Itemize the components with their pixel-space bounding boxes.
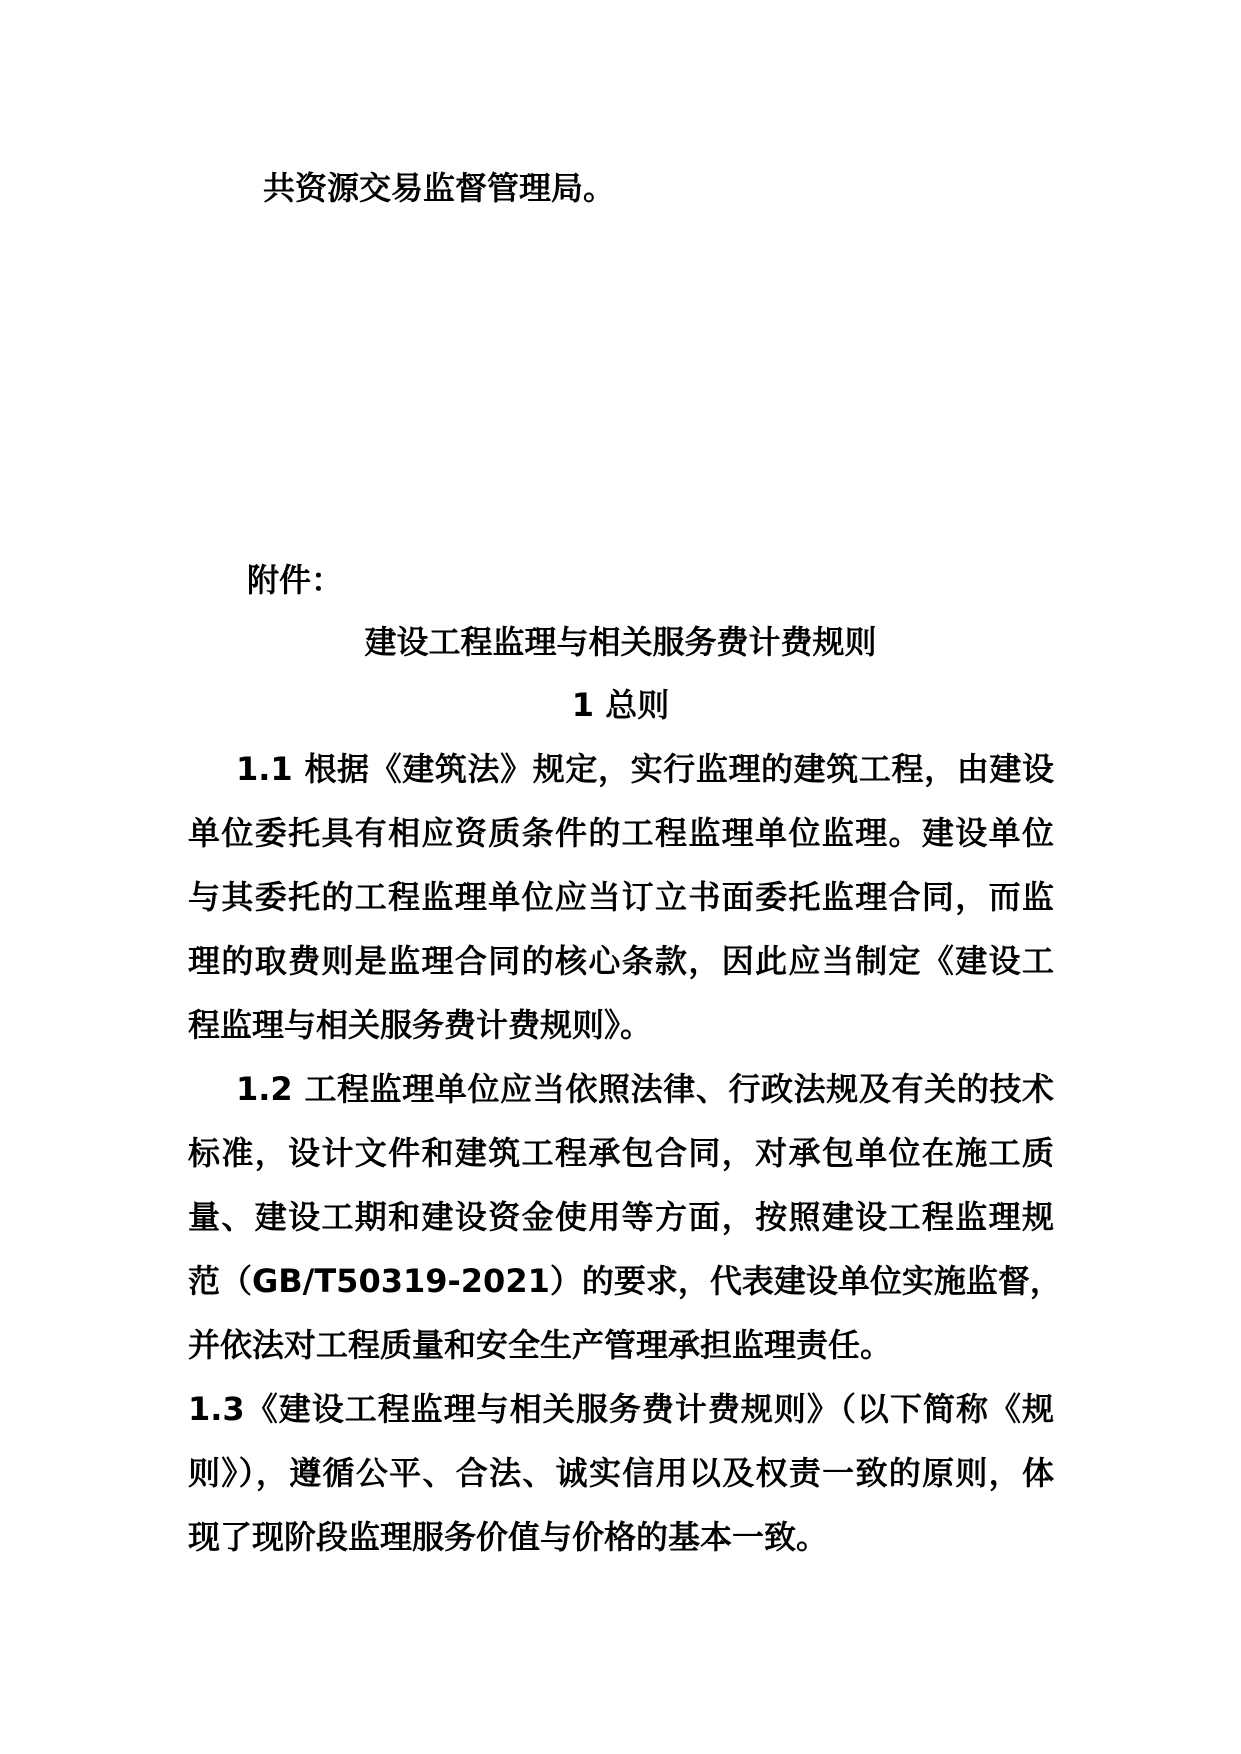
- clause-1-1-line: 单位委托具有相应资质条件的工程监理单位监理。建设单位: [188, 814, 1054, 852]
- clause-1-1-line: 与其委托的工程监理单位应当订立书面委托监理合同，而监: [188, 878, 1054, 916]
- clause-1-2-line: 并依法对工程质量和安全生产管理承担监理责任。: [188, 1326, 893, 1364]
- clause-1-3-line: 1.3《建设工程监理与相关服务费计费规则》（以下简称《规: [188, 1390, 1054, 1428]
- section-heading: 1 总则: [571, 686, 670, 724]
- clause-1-1-line: 1.1 根据《建筑法》规定，实行监理的建筑工程，由建设: [236, 750, 1054, 788]
- continuation-text: 共资源交易监督管理局。: [263, 169, 616, 207]
- document-title: 建设工程监理与相关服务费计费规则: [364, 623, 877, 661]
- clause-1-3-line: 现了现阶段监理服务价值与价格的基本一致。: [188, 1518, 829, 1556]
- clause-1-2-line: 1.2 工程监理单位应当依照法律、行政法规及有关的技术: [236, 1070, 1054, 1108]
- clause-1-2-line: 量、建设工期和建设资金使用等方面，按照建设工程监理规: [188, 1198, 1054, 1236]
- clause-1-1-line: 理的取费则是监理合同的核心条款，因此应当制定《建设工: [188, 942, 1054, 980]
- attachment-label: 附件：: [247, 561, 344, 599]
- clause-1-3-line: 则》），遵循公平、合法、诚实信用以及权责一致的原则，体: [188, 1454, 1054, 1492]
- clause-1-1-line: 程监理与相关服务费计费规则》。: [188, 1006, 653, 1044]
- clause-1-2-line: 范（GB/T50319-2021）的要求，代表建设单位实施监督，: [188, 1262, 1062, 1300]
- clause-1-2-line: 标准，设计文件和建筑工程承包合同，对承包单位在施工质: [188, 1134, 1054, 1172]
